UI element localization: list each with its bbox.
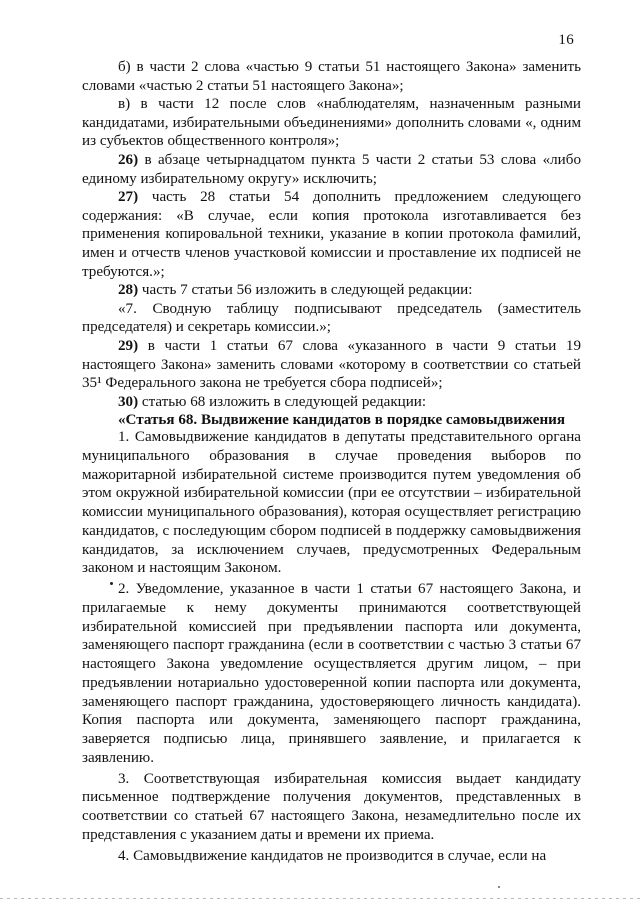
item-text: в) в части 12 после слов «наблюдателям, назначенным разными кандидатами, избирательными объединениями» дополнить словами «, одним из субъектов общественного контроля»; [82, 96, 581, 150]
article-paragraph: 1. Самовыдвижение кандидатов в депутаты представительного органа муниципального образования в случае проведения выборов по мажоритарной избирательной системе производится путем уведомления об этом окружной избирательной комиссии (при ее отсутствии – избирательной комиссии муниципального образования), которая осуществляет регистрацию кандидатов, с последующим сбором подписей в поддержку самовыдвижения кандидатов, за исключением случаев, предусмотренных Федеральным законом и настоящим Законом. [82, 429, 581, 577]
item-text: часть 7 статьи 56 изложить в следующей редакции: [138, 282, 473, 299]
item-text: в части 1 статьи 67 слова «указанного в части 9 статьи 19 настоящего Закона» заменить словами «которому в соответствии со статьей 35¹ Федерального закона не требуется сбора подписей»; [82, 337, 581, 392]
item-number: 26) [118, 151, 139, 168]
amendment-item [82, 393, 581, 412]
amendment-item [82, 188, 581, 281]
amendment-item [82, 58, 581, 95]
item-number: 27) [118, 189, 139, 206]
page-number: 16 [558, 32, 574, 48]
margin-mark [110, 582, 113, 585]
item-number: 29) [118, 337, 139, 354]
amendment-item [82, 337, 581, 393]
article-paragraph: 4. Самовыдвижение кандидатов не производится в случае, если на [118, 847, 547, 864]
item-number: 28) [118, 282, 139, 299]
amendment-item [82, 300, 581, 337]
amendment-item [82, 151, 581, 188]
item-number: 30) [118, 393, 139, 410]
article-body [82, 428, 581, 867]
amendment-item [82, 281, 581, 300]
scan-edge-line [0, 898, 640, 899]
item-text: в абзаце четырнадцатом пункта 5 части 2 статьи 53 слова «либо единому избирательному округу» исключить; [82, 151, 581, 187]
article-paragraph: 2. Уведомление, указанное в части 1 статьи 67 настоящего Закона, и прилагаемые к нему документы принимаются соответствующей избирательной комиссией при предъявлении паспорта или документа, заменяющего паспорт гражданина (если в соответствии с частью 3 статьи 67 настоящего Закона уведомление осуществляется другим лицом, – при предъявлении нотариально удостоверенной копии паспорта или документа, заменяющего паспорт гражданина, удостоверяющего личность кандидата). Копия паспорта или документа, заменяющего паспорт гражданина, заверяется подписью лица, принявшего заявление, и прилагается к заявлению. [82, 581, 581, 766]
item-text: статью 68 изложить в следующей редакции: [138, 393, 427, 410]
item-text: часть 28 статьи 54 дополнить предложением следующего содержания: «В случае, если копия протокола изготавливается без применения копировальной техники, указание в копии протокола фамилий, имен и отчеств членов участковой комиссии и проставление их подписей не требуются.»; [82, 189, 581, 280]
item-text: б) в части 2 слова «частью 9 статьи 51 настоящего Закона» заменить словами «частью 2 статьи 51 настоящего Закона»; [82, 59, 581, 94]
item-text: «7. Сводную таблицу подписывают председатель (заместитель председателя) и секретарь комиссии.»; [82, 300, 581, 336]
article-paragraph: 3. Соответствующая избирательная комиссия выдает кандидату письменное подтверждение получения документов, представленных в соответствии со статьей 67 настоящего Закона, незамедлительно после их представления с указанием даты и времени их приема. [82, 770, 581, 843]
scan-speck [498, 886, 500, 888]
amendment-item [82, 95, 581, 151]
article-heading: «Статья 68. Выдвижение кандидатов в порядке самовыдвижения [118, 412, 566, 429]
amendment-list [82, 58, 581, 430]
